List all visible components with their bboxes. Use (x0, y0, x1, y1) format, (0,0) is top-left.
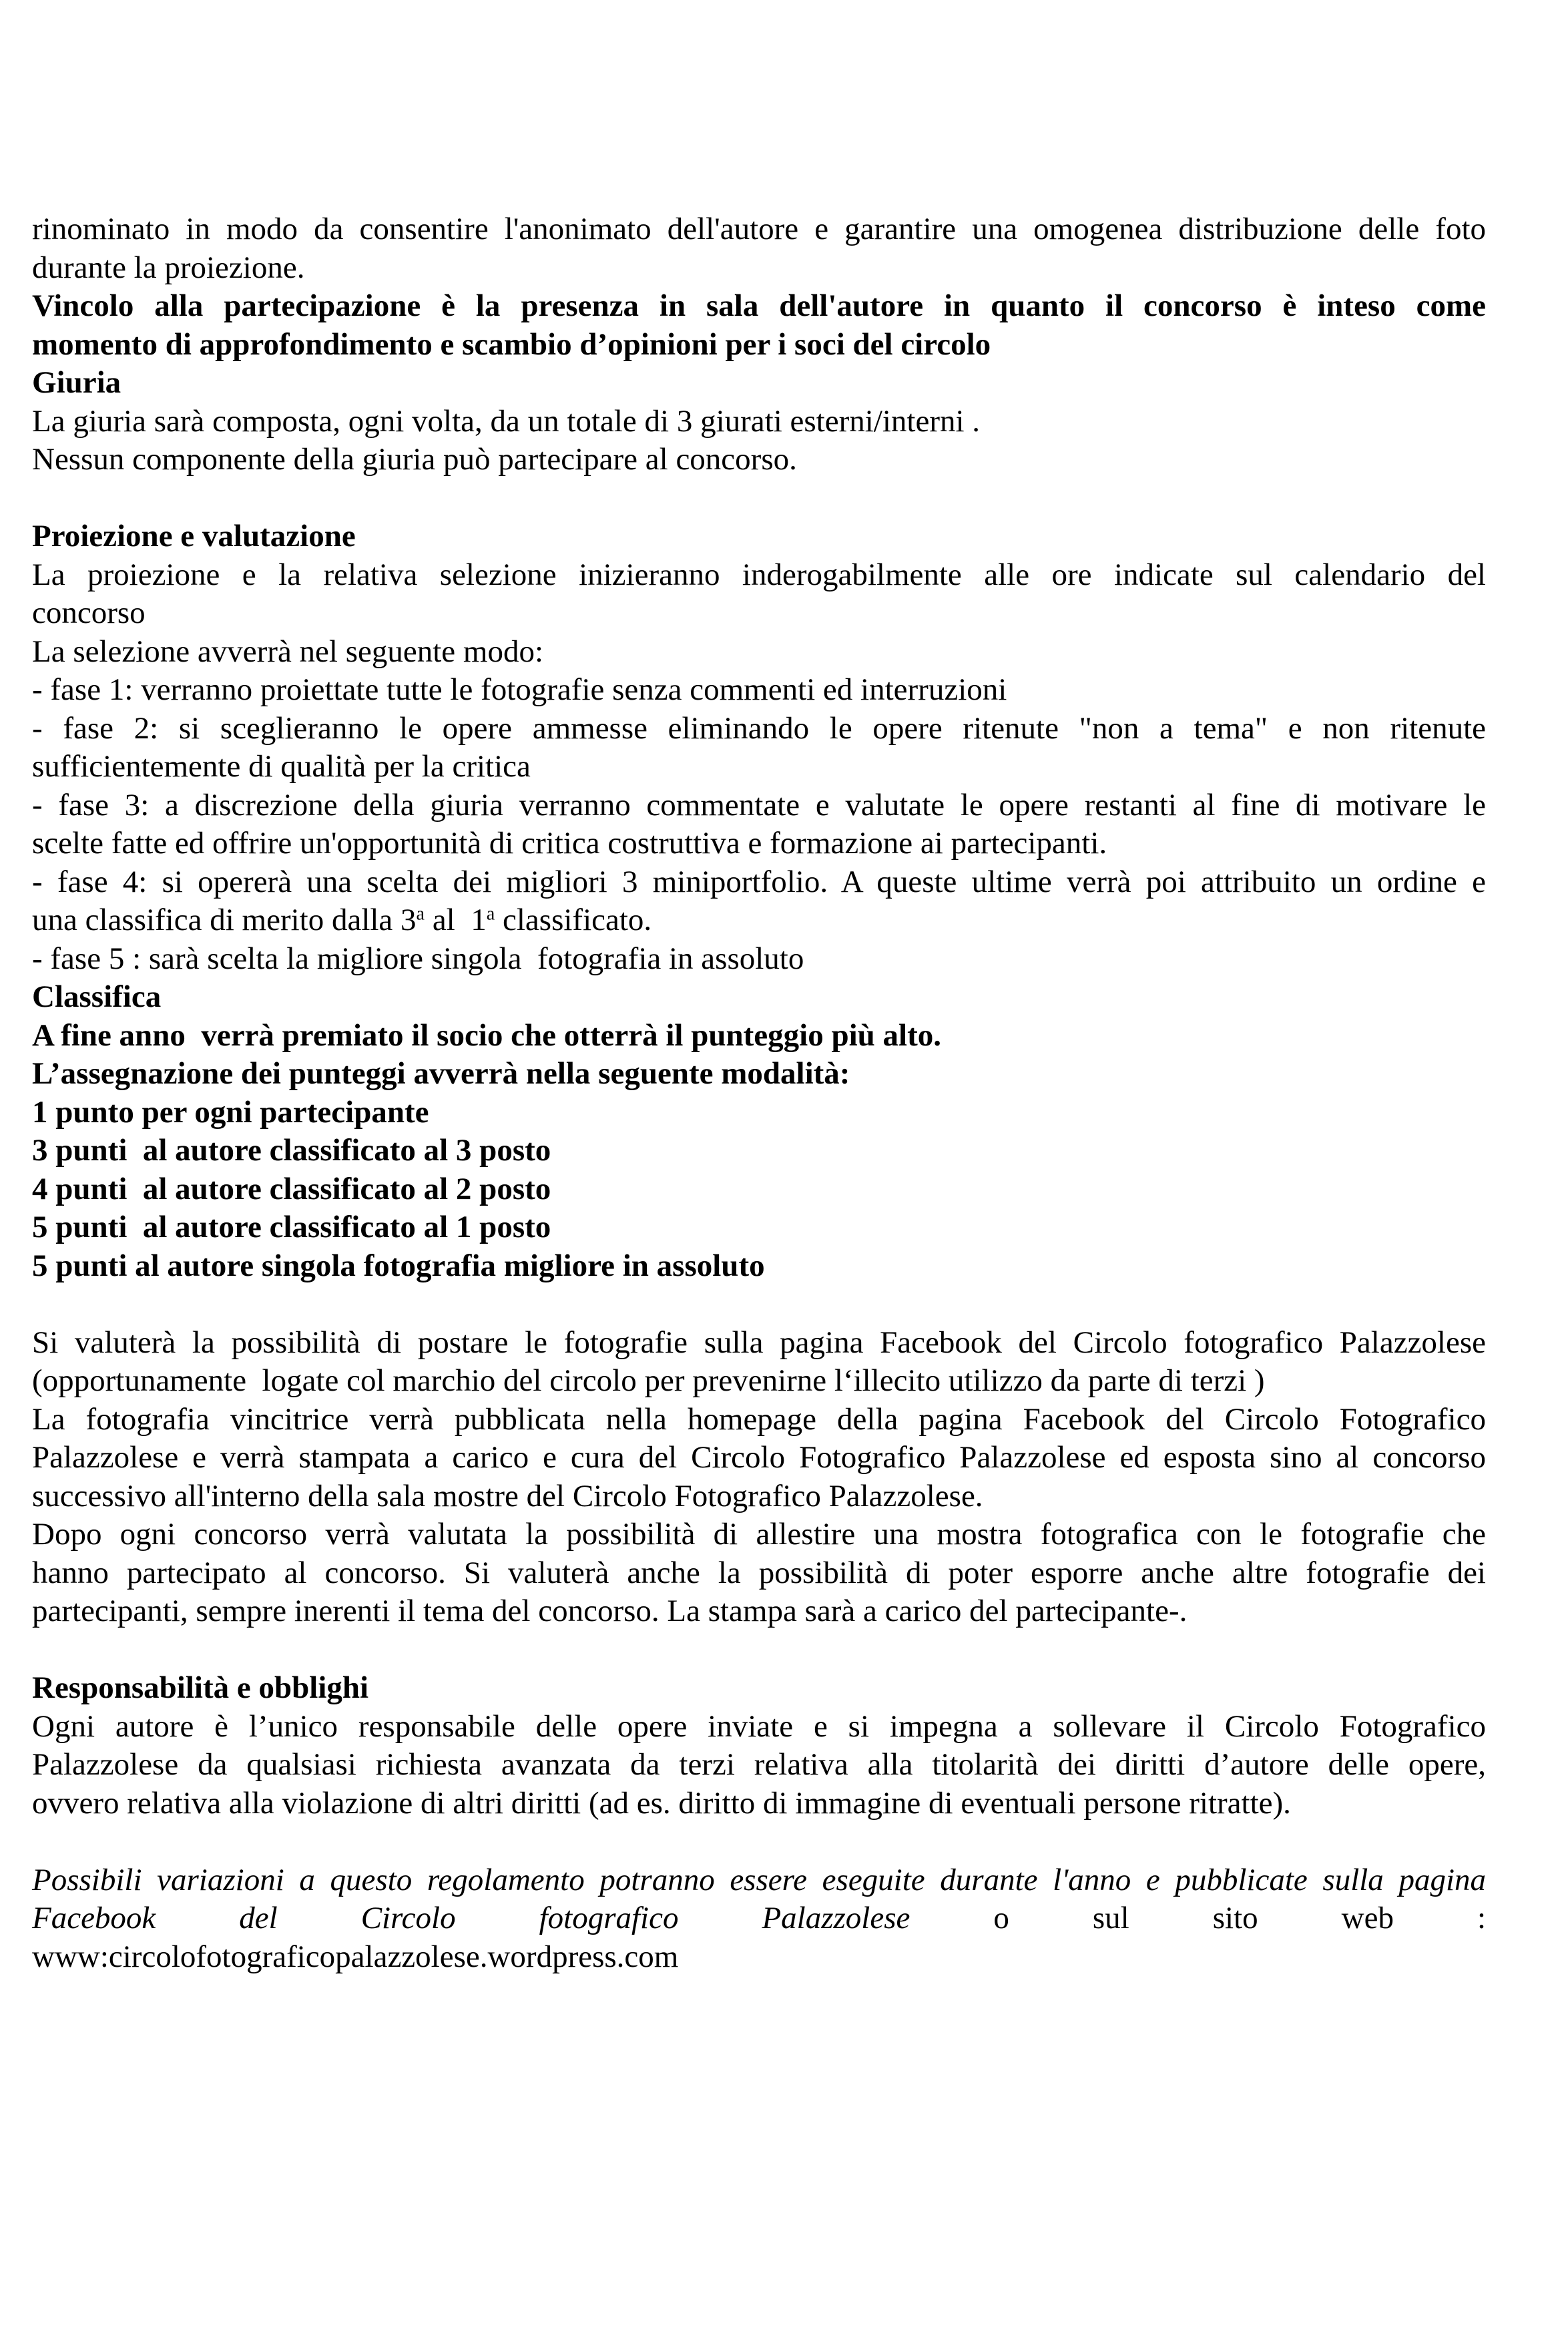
spacer (32, 479, 1486, 518)
footer-tail-text: o sul sito web : (993, 1901, 1486, 1935)
publication-line: hanno partecipato al concorso. Si valuterà anche la possibilità di poter esporre anche altre fotografie dei (32, 1555, 1486, 1590)
points-item: 1 punto per ogni partecipante (32, 1094, 429, 1130)
website-url: www:circolofotograficopalazzolese.wordpress.com (32, 1939, 679, 1974)
publication-line: Si valuterà la possibilità di postare le fotografie sulla pagina Facebook del Circolo fotografico Palazzolese (32, 1325, 1486, 1360)
publication-line: partecipanti, sempre inerenti il tema del concorso. La stampa sarà a carico del partecipante-. (32, 1594, 1188, 1628)
participation-constraint: Vincolo alla partecipazione è la presenza in sala dell'autore in quanto il concorso è inteso come (32, 288, 1486, 323)
publication-line: (opportunamente logate col marchio del circolo per prevenirne l‘illecito utilizzo da parte di terzi ) (32, 1363, 1265, 1398)
footer-note: Possibili variazioni a questo regolamento potranno essere eseguite durante l'anno e pubblicate sulla pagina (32, 1862, 1486, 1897)
points-item: 3 punti al autore classificato al 3 posto (32, 1133, 551, 1168)
phase-item (32, 901, 1486, 940)
section-heading-classifica: Classifica (32, 979, 162, 1014)
selection-intro: La selezione avverrà nel seguente modo: (32, 634, 544, 669)
phase-text: una classifica di merito dalla 3 (32, 903, 417, 937)
document-page (32, 210, 1486, 1976)
spacer (32, 1285, 1486, 1324)
ordinal-marker: a (416, 903, 425, 925)
footer-note (32, 1899, 1486, 1938)
points-item: 4 punti al autore classificato al 2 posto (32, 1171, 551, 1206)
responsibility-line: Palazzolese da qualsiasi richiesta avanzata da terzi relativa alla titolarità dei diritti d’autore delle opere, (32, 1747, 1486, 1782)
participation-constraint: momento di approfondimento e scambio d’opinioni per i soci del circolo (32, 326, 991, 362)
section-heading-giuria: Giuria (32, 365, 121, 400)
proiezione-line: concorso (32, 596, 146, 630)
phase-item: sufficientemente di qualità per la critica (32, 749, 531, 784)
intro-line: rinominato in modo da consentire l'anonimato dell'autore e garantire una omogenea distribuzione delle foto (32, 212, 1486, 246)
points-item: 5 punti al autore classificato al 1 posto (32, 1210, 551, 1244)
responsibility-line: ovvero relativa alla violazione di altri diritti (ad es. diritto di immagine di eventuali persone ritratte). (32, 1785, 1291, 1821)
publication-line: Dopo ogni concorso verrà valutata la possibilità di allestire una mostra fotografica con le fotografie che (32, 1517, 1486, 1552)
giuria-line: La giuria sarà composta, ogni volta, da un totale di 3 giurati esterni/interni . (32, 403, 981, 439)
giuria-line: Nessun componente della giuria può partecipare al concorso. (32, 442, 797, 477)
phase-item: - fase 5 : sarà scelta la migliore singola fotografia in assoluto (32, 941, 804, 976)
phase-item: - fase 3: a discrezione della giuria verranno commentate e valutate le opere restanti al fine di motivare le (32, 787, 1486, 822)
responsibility-line: Ogni autore è l’unico responsabile delle opere inviate e si impegna a sollevare il Circolo Fotografico (32, 1708, 1486, 1744)
phase-item: - fase 4: si opererà una scelta dei migliori 3 miniportfolio. A queste ultime verrà poi attribuito un ordine e (32, 864, 1486, 899)
intro-line: durante la proiezione. (32, 250, 305, 285)
proiezione-line: La proiezione e la relativa selezione inizieranno inderogabilmente alle ore indicate sul calendario del (32, 557, 1486, 592)
section-heading-responsabilita: Responsabilità e obblighi (32, 1670, 369, 1705)
classifica-line: A fine anno verrà premiato il socio che otterrà il punteggio più alto. (32, 1017, 942, 1053)
phase-text: classificato. (495, 903, 652, 937)
ordinal-marker: a (486, 903, 495, 925)
phase-item: - fase 2: si sceglieranno le opere ammesse eliminando le opere ritenute "non a tema" e non ritenute (32, 710, 1486, 746)
footer-italic-text: Facebook del Circolo fotografico Palazzolese (32, 1901, 910, 1935)
publication-line: successivo all'interno della sala mostre del Circolo Fotografico Palazzolese. (32, 1478, 983, 1513)
phase-item: - fase 1: verranno proiettate tutte le fotografie senza commenti ed interruzioni (32, 672, 1007, 707)
spacer (32, 1823, 1486, 1861)
points-item: 5 punti al autore singola fotografia migliore in assoluto (32, 1248, 765, 1283)
section-heading-proiezione: Proiezione e valutazione (32, 519, 356, 553)
spacer (32, 1631, 1486, 1670)
publication-line: La fotografia vincitrice verrà pubblicata nella homepage della pagina Facebook del Circolo Fotografico (32, 1401, 1486, 1437)
classifica-line: L’assegnazione dei punteggi avverrà nella seguente modalità: (32, 1056, 850, 1091)
phase-text: al 1 (425, 903, 487, 937)
phase-item: scelte fatte ed offrire un'opportunità di critica costruttiva e formazione ai partecipanti. (32, 826, 1107, 861)
publication-line: Palazzolese e verrà stampata a carico e cura del Circolo Fotografico Palazzolese ed esposta sino al concorso (32, 1440, 1486, 1475)
